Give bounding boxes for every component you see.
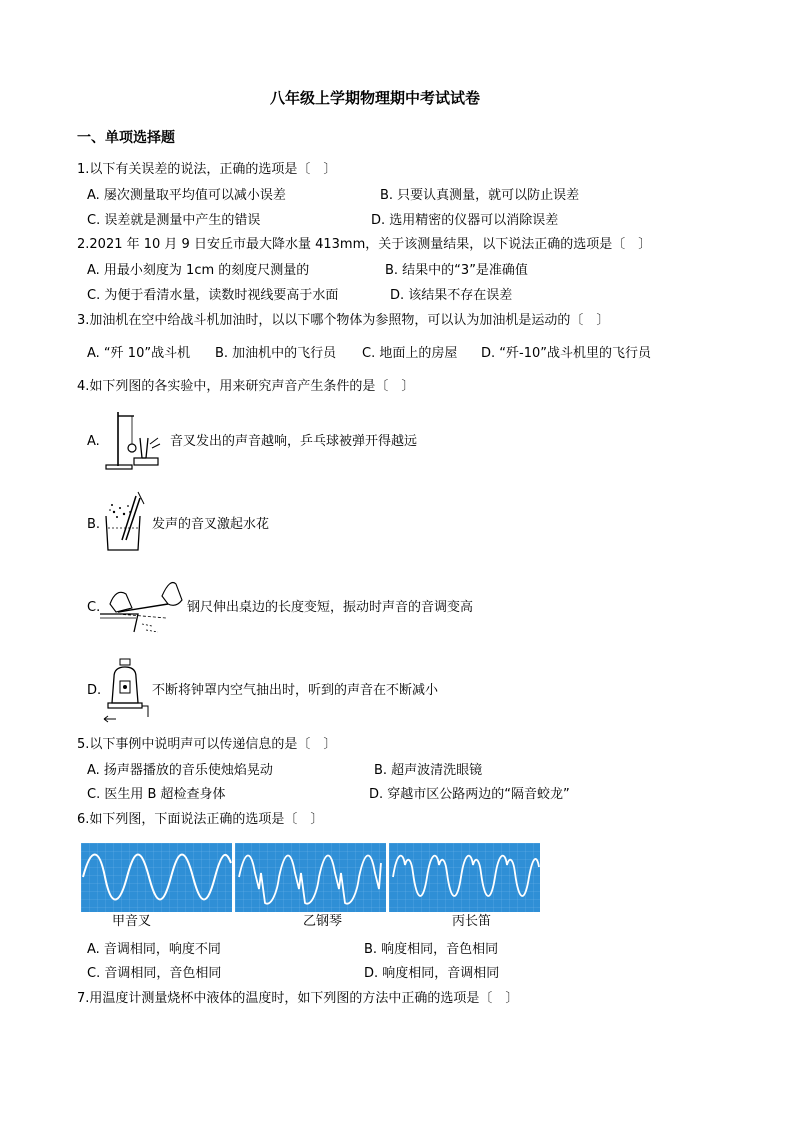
page-title: 八年级上学期物理期中考试试卷 xyxy=(270,89,481,107)
waveform-label-flute: 丙长笛 xyxy=(452,914,492,929)
question-4-option-c-text: 钢尺伸出桌边的长度变短，振动时声音的音调变高 xyxy=(187,600,474,615)
question-3-option-c[interactable]: C. 地面上的房屋 xyxy=(362,346,458,361)
question-4-option-b-letter[interactable]: B. xyxy=(87,517,101,532)
question-5-option-b[interactable]: B. 超声波清洗眼镜 xyxy=(374,763,483,778)
question-2-option-d[interactable]: D. 该结果不存在误差 xyxy=(390,288,513,303)
question-3-option-d[interactable]: D. “歼-10”战斗机里的飞行员 xyxy=(481,346,651,361)
question-6-option-c[interactable]: C. 音调相同，音色相同 xyxy=(87,966,222,981)
question-5-option-a[interactable]: A. 扬声器播放的音乐使烛焰晃动 xyxy=(87,763,273,778)
section-heading: 一、单项选择题 xyxy=(77,130,175,146)
bell-jar-illustration xyxy=(100,657,152,723)
question-1-option-d[interactable]: D. 选用精密的仪器可以消除误差 xyxy=(371,213,559,228)
question-7-stem: 7.用温度计测量烧杯中液体的温度时，如下列图的方法中正确的选项是〔 〕 xyxy=(77,991,519,1006)
question-4-option-d-letter[interactable]: D. xyxy=(87,683,102,698)
question-5-option-d[interactable]: D. 穿越市区公路两边的“隔音蛟龙” xyxy=(369,787,570,802)
waveform-flute xyxy=(389,843,540,912)
waveform-piano xyxy=(235,843,386,912)
steel-ruler-illustration xyxy=(98,574,186,640)
question-2-option-b[interactable]: B. 结果中的“3”是准确值 xyxy=(385,263,528,278)
question-2-option-a[interactable]: A. 用最小刻度为 1cm 的刻度尺测量的 xyxy=(87,263,310,278)
question-2-stem: 2.2021 年 10 月 9 日安丘市最大降水量 413mm，关于该测量结果，以下说法正确的选项是〔 〕 xyxy=(77,237,652,252)
question-4-option-d-text: 不断将钟罩内空气抽出时，听到的声音在不断减小 xyxy=(152,683,439,698)
question-6-option-a[interactable]: A. 音调相同，响度不同 xyxy=(87,942,221,957)
question-1-option-a[interactable]: A. 屡次测量取平均值可以减小误差 xyxy=(87,188,286,203)
question-4-option-a-letter[interactable]: A. xyxy=(87,434,100,449)
question-2-option-c[interactable]: C. 为便于看清水量，读数时视线要高于水面 xyxy=(87,288,339,303)
question-1-stem: 1.以下有关误差的说法，正确的选项是〔 〕 xyxy=(77,162,337,177)
question-3-option-a[interactable]: A. “歼 10”战斗机 xyxy=(87,346,191,361)
question-5-option-c[interactable]: C. 医生用 B 超检查身体 xyxy=(87,787,226,802)
question-6-stem: 6.如下列图，下面说法正确的选项是〔 〕 xyxy=(77,812,324,827)
question-4-option-a-text: 音叉发出的声音越响，乒乓球被弹开得越远 xyxy=(170,434,418,449)
question-4-option-c-letter[interactable]: C. xyxy=(87,600,101,615)
question-4-option-b-text: 发声的音叉激起水花 xyxy=(152,517,270,532)
tuning-fork-water-illustration xyxy=(100,490,150,554)
question-5-stem: 5.以下事例中说明声可以传递信息的是〔 〕 xyxy=(77,737,337,752)
waveform-label-tuning-fork: 甲音叉 xyxy=(112,914,152,929)
question-3-stem: 3.加油机在空中给战斗机加油时，以以下哪个物体为参照物，可以认为加油机是运动的〔 〕 xyxy=(77,313,610,328)
question-6-option-d[interactable]: D. 响度相同，音调相同 xyxy=(364,966,500,981)
question-3-option-b[interactable]: B. 加油机中的飞行员 xyxy=(215,346,337,361)
question-4-stem: 4.如下列图的各实验中，用来研究声音产生条件的是〔 〕 xyxy=(77,379,415,394)
tuning-fork-pingpong-illustration xyxy=(100,408,170,472)
question-1-option-c[interactable]: C. 误差就是测量中产生的错误 xyxy=(87,213,261,228)
question-1-option-b[interactable]: B. 只要认真测量，就可以防止误差 xyxy=(380,188,580,203)
question-6-option-b[interactable]: B. 响度相同，音色相同 xyxy=(364,942,499,957)
waveform-tuning-fork xyxy=(81,843,232,912)
waveform-label-piano: 乙钢琴 xyxy=(303,914,343,929)
